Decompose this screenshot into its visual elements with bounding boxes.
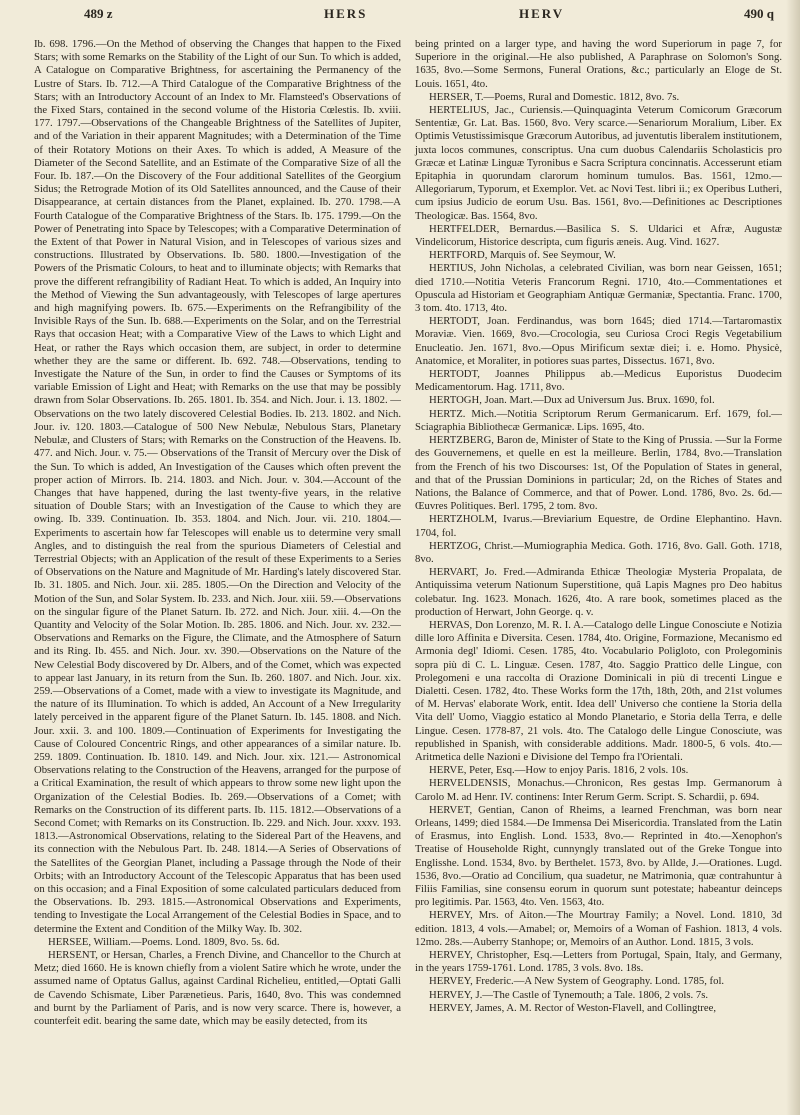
bibliography-entry: HERVEY, Frederic.—A New System of Geography. Lond. 1785, fol. [429, 975, 725, 988]
bibliography-entry: HERTZ. Mich.—Notitia Scriptorum Rerum Germanicarum. Erf. 1679, fol.—Sciagraphia Bibliothecæ Germanicæ. Lips. 1695, 4to. [415, 407, 782, 433]
bibliography-entry: Ib. 698. 1796.—On the Method of observing the Changes that happen to the Fixed Stars; with some Remarks on the Stability of the Light of our Sun. To which is added, A Catalogue on Comparative Brightness, for ascertaining the Permanency of the Lustre of Stars. Ib. 712.—A Third Catalogue of the Comparative Brightness of the Stars; with an Introductory Account of an Index to Mr. Flamsteed's Observations of the Fixed Stars, contained in the second volume of the Historia Cœlestis. Ib. xviii. 177. 1797.—Observations of the Changeable Brightness of the Satellites of Jupiter, and of the Variation in their apparent Magnitudes; with a Determination of the Time of their Rotatory Motions on their Axes. To which is added, A Measure of the Diameter of the Second Satellite, and an Estimate of the Comparative Size of all the Four. Ib. 187.—On the Discovery of the Four additional Satellites of the Georgium Sidus; the Retrograde Motion of its Old Satellites announced, and the Cause of their Disappearance, at certain distances from the Planet, explained. Ib. 270. 1798.—A Fourth Catalogue of the Comparative Brightness of the Stars. Ib. 175. 1799.—On the Power of Penetrating into Space by Telescopes; with a Comparative Determination of the Extent of that Power in Natural Vision, and in Telescopes of various sizes and constructions. Illustrated by Observations. Ib. 580. 1800.—Investigation of the Powers of the Prismatic Colours, to heat and to illuminate objects; with Remarks that prove the different refrangibility of Radiant Heat. To which is added, An Inquiry into the Method of Viewing the Sun advantageously, with Telescopes of large apertures and high magnifying powers. Ib. 675.—Experiments on the Refrangibility of the Invisible Rays of the Sun. Ib. 688.—Experiments on the Solar, and on the Terrestrial Rays that occasion Heat; with a Comparative View of the Laws to which Light and Heat, or rather the Rays which occasion them, are subject, in order to determine whether they are the same or different. Ib. 692. 748.—Observations, tending to Investigate the Nature of the Sun, in order to find the Causes or Symptoms of its variable Emission of Light and Heat; with Remarks on the use that may be possibly drawn from Solar Observations. Ib. 265. 1801. Ib. 354. and Nich. Jour. i. 13. 1802. —Observations on the two lately discovered Celestial Bodies. Ib. 213. 1802. and Nich. Jour. iv. 120. 1803.—Catalogue of 500 New Nebulæ, Nebulous Stars, Planetary Nebulæ, and Clusters of Stars; with Remarks on the Construction of the Heavens. Ib. 477. and Nich. Jour. v. 75.— Observations of the Transit of Mercury over the Disk of the Sun. To which is added, An Investigation of the Causes which often prevent the proper action of Mirrors. Ib. 214. 1803. and Nich. Jour. v. 304.—Account of the Changes that have happened, during the last twenty-five years, in the relative situation of Double Stars; with an Investigation of the Cause to which they are owing. Ib. 339. Continuation. Ib. 353. 1804. and Nich. Jour. vii. 210. 1804.—Experiments to ascertain how far Telescopes will enable us to determine very small Angles, and to distinguish the real from the spurious Diameters of Celestial and Terrestrial Objects; with an Application of the result of these Experiments to a Series of Observations on the Nature and Magnitude of Mr. Harding's lately discovered Star. Ib. 31. 1805. and Nich. Jour. xii. 285. 1805.—On the Direction and Velocity of the Motion of the Sun, and Solar System. Ib. 233. and Nich. Jour. xiii. 59.—Observations on the singular figure of the Planet Saturn. Ib. 272. and Nich. Jour. xiii. 4.—On the Quantity and Velocity of the Solar Motion. Ib. 285. 1806. and Nich. Jour. xv. 232.—Observations and Remarks on the Figure, the Climate, and the Atmosphere of Saturn and its Ring. Ib. 455. and Nich. Jour. xv. 390.—Observations on the Nature of the New Celestial Body discovered by Dr. Albers, and of the Comet, which was expected to appear last January, in its return from the Sun. Ib. 260. 1807. and Nich. Jour. xix. 259.—Observations of a Comet, made with a view to investigate its Magnitude, and the nature of its Illumination. To which is added, An Account of a New Irregularity lately perceived in the apparent figure of the Planet Saturn. Ib. 145. 1808. and Nich. Jour. xxii. 3. and 100. 1809.—Continuation of Experiments for Investigating the Cause of Coloured Concentric Rings, and other appearances of a similar nature. Ib. 259. 1809. Continuation. Ib. 1810. 149. and Nich. Jour. xix. 121.— Astronomical Observations relating to the Construction of the Heavens, arranged for the purpose of a Critical Examination, the result of which appears to throw some new light upon the Organization of the Celestial Bodies. Ib. 269.—Observations of a Comet; with Remarks on the Construction of its different parts. Ib. 115. 1812.—Observations of a Second Comet; with Remarks on its Construction. Ib. 229. and Nich. Jour. xxxv. 193. 1813.—Astronomical Observations, relating to the Sidereal Part of the Heavens, and its connection with the Nebulous Part. Ib. 248. 1814.—A Series of Observations of the Satellites of the Georgian Planet, including a Passage through the Node of their Orbits; with an Introductory Account of the Telescopic Apparatus that has been used on this occasion; and a Final Exposition of some calculated particulars deduced from the Observations. Ib. 293. 1815.—Astronomical Observations and Experiments, tending to Investigate the Local Arrangement of the Celestial Bodies in Space, and to determine the Extent and Condition of the Milky Way. Ib. 302. [34, 38, 401, 935]
bibliography-entry: HERVEY, Christopher, Esq.—Letters from Portugal, Spain, Italy, and Germany, in the years 1759-1761. Lond. 1785, 3 vols. 8vo. 18s. [415, 949, 782, 975]
bibliography-entry: HERTFORD, Marquis of. See Seymour, W. [429, 249, 616, 262]
page-number-left: 489 z [84, 6, 113, 21]
bibliography-entry: HERTIUS, John Nicholas, a celebrated Civilian, was born near Geissen, 1651; died 1710.—Notitia Veteris Francorum Regni. 1710, 4to.—Commentationes et Opuscula ad Historiam et Geographiam Antiquæ Germaniæ, Spectantia. Franc. 1700, 3 tom. 4to. 1713, 4to. [415, 262, 782, 315]
bibliography-entry: HERVELDENSIS, Monachus.—Chronicon, Res gestas Imp. Germanorum à Carolo M. ad Henr. IV. continens: Inter Rerum Germ. Script. S. Schardii, p. 694. [415, 777, 782, 803]
bibliography-entry: HERVART, Jo. Fred.—Admiranda Ethicæ Theologiæ Mysteria Propalata, de Antiquissima veterum Nationum Superstitione, quâ Lapis Magnes pro Deo habitus colebatur. Ing. 1623. Monach. 1626, 4to. A rare book, sometimes placed as the production of Herwart, John George. q. v. [415, 566, 782, 618]
bibliography-entry: HERTZHOLM, Ivarus.—Breviarium Equestre, de Ordine Elephantino. Havn. 1704, fol. [415, 513, 782, 539]
bibliography-entry: HERTOGH, Joan. Mart.—Dux ad Universum Jus. Brux. 1690, fol. [429, 394, 715, 407]
bibliography-entry: being printed on a larger type, and having the word Superiorum in page 7, for Superiore in the original.—He also published, A Paraphrase on Solomon's Song. 1635, 8vo.—Some Sermons, Funeral Orations, &c.; particularly an Eloge de St. Louis. 1651, 4to. [415, 38, 782, 90]
right-column [415, 38, 782, 1028]
text-columns [34, 38, 782, 1028]
running-headword-right: HERV [519, 6, 565, 21]
running-headword-left: HERS [324, 6, 368, 21]
bibliography-entry: HERTZOG, Christ.—Mumiographia Medica. Goth. 1716, 8vo. Gall. Goth. 1718, 8vo. [415, 539, 782, 565]
bibliography-entry: HERVEY, James, A. M. Rector of Weston-Flavell, and Collingtree, [429, 1001, 717, 1014]
bibliography-entry: HERVET, Gentian, Canon of Rheims, a learned Frenchman, was born near Orleans, 1499; died 1584.—De Immensa Dei Misericordia. Translated from the Latin of Erasmus, into English. Lond. 1533, 8vo.— Reprinted in 4to.—Xenophon's Treatise of Householde Right, cunnyngly translated out of the Greke Tongue into Englisshe. Lond. 1534, 8vo. by Berthelet. 1573, 8vo. by Allde, J.—Orationes. Lugd. 1536, 8vo.—Oratio ad Concilium, qua suadetur, ne Matrimonia, quæ contrahuntur à Filiis Familias, sine consensu eorum in quorum sunt potestate; habeantur deinceps pro legitimis. Par. 1563, 4to. Ven. 1563, 4to. [415, 803, 782, 909]
bibliography-entry: HERVAS, Don Lorenzo, M. R. I. A.—Catalogo delle Lingue Conosciute e Notizia dille loro Affinita e Diversita. Cesen. 1784, 4to. Origine, Formazione, Mecanismo ed Armonia degl' Idiomi. Cesen. 1785, 4to. Vocabulario Poligloto, con Prolegominis sopra più di C. L. Linguæ. Cesen. 1787, 4to. Saggio Prattico delle Lingue, con Prolegomeni e una raccolta di Orazione Dominicali in più di trecenti Lingue e Dialetti. Cesen. 1782, 4to. These Works form the 17th, 18th, 20th, and 21st volumes of M. Hervas' elaborate Work, entit. Idea dell' Universo che contiene la Storia della Vita dell' Uomo, Viaggio estatico al Mondo Planetario, e Storia della Terra, e delle Lingue. Cesen. 1778-87, 21 vols. 4to. The Catalogo delle Lingue Conosciute, was republished in Spanish, with considerable additions. Madr. 1800-5, 6 vols. 4to.—Aritmetica delle Nazioni e Divisione del Tempo fra l'Orientali. [415, 618, 782, 763]
bibliography-entry: HERSENT, or Hersan, Charles, a French Divine, and Chancellor to the Church at Metz; died 1660. He is known chiefly from a violent Satire which he wrote, under the assumed name of Optatus Gallus, against Cardinal Richelieu, entitled,—Optati Galli de Cavendo Schismate, Liber Parænetieus. Paris, 1640, 8vo. This was condemned and burnt by the Parliament of Paris, and is now very scarce. There is, however, a counterfeit edit. bearing the same date, which may be easily detected, from its [34, 949, 401, 1028]
left-column [34, 38, 401, 1028]
bibliography-entry: HERTZBERG, Baron de, Minister of State to the King of Prussia. —Sur la Forme des Gouvernemens, et quelle en est la meilleure. Berlin, 1784, 8vo.—Translation from the French of his two Discourses: 1st, Of the Population of States in general, and that of the Prussian Dominions in particular; 2d, on the Riches of States and Nations, the Balance of Commerce, and that of Power. Lond. 1786, 8vo. 2s. 6d.—Œuvres Politiques. Berl. 1795, 2 tom. 8vo. [415, 434, 782, 513]
bibliography-entry: HERSEE, William.—Poems. Lond. 1809, 8vo. 5s. 6d. [48, 935, 280, 948]
bibliography-entry: HERTELIUS, Jac., Curiensis.—Quinquaginta Veterum Comicorum Græcorum Sententiæ, Gr. Lat. Bas. 1560, 8vo. Very scarce.—Senariorum Moralium, Liber. Ex Optimis Vetustissimisque Græcorum Autoribus, ad juventutis liberalem institutionem, juxta locos communes, conscriptus. Una cum duobus Calendariis Scholasticis pro Græcæ et Latinæ Linguæ Tyronibus e Sacra Scriptura concinnatis. Accesserunt etiam Epitaphia in quorundam clarorum hominum tumulos. Bas. 1561, 12mo.—Allegoriarum, Typorum, et Exemplor. Vet. ac Novi Test. libri ii.; ex Operibus Lutheri, cum ipsius Judicio de eorum Usu. Bas. 1561, 8vo.—Definitiones ac Descriptiones Theologicæ. Bas. 1564, 8vo. [415, 104, 783, 222]
bibliography-entry: HERVEY, J.—The Castle of Tynemouth; a Tale. 1806, 2 vols. 7s. [429, 988, 709, 1001]
bibliography-entry: HERTFELDER, Bernardus.—Basilica S. S. Uldarici et Afræ, Augustæ Vindelicorum, Historice descripta, cum figuris æneis. Aug. Vind. 1627. [415, 222, 782, 249]
bibliography-entry: HERSER, T.—Poems, Rural and Domestic. 1812, 8vo. 7s. [429, 90, 680, 103]
bibliography-entry: HERTODT, Joan. Ferdinandus, was born 1645; died 1714.—Tartaromastix Moraviæ. Vien. 1669, 8vo.—Crocologia, seu Curiosa Croci Regis Vegetabilium Enucleatio. Jen. 1671, 8vo.—Opus Mirificum sextæ diei; i. e. Homo. Physicè, Anatomice, et Moraliter, in potiores suas partes, Dissectus. 1671, 8vo. [415, 315, 782, 367]
page-number-right: 490 q [744, 6, 774, 21]
bibliography-entry: HERTODT, Joannes Philippus ab.—Medicus Euporistus Duodecim Medicamentorum. Hag. 1711, 8vo. [415, 368, 782, 394]
bibliography-entry: HERVEY, Mrs. of Aiton.—The Mourtray Family; a Novel. Lond. 1810, 3d edition. 1813, 4 vols.—Amabel; or, Memoirs of a Woman of Fashion. 1813, 4 vols. 12mo. 28s.—Auberry Stanhope; or, Memoirs of an Author. Lond. 1815, 3 vols. [415, 909, 782, 948]
bibliography-entry: HERVE, Peter, Esq.—How to enjoy Paris. 1816, 2 vols. 10s. [429, 764, 689, 777]
running-header [34, 0, 782, 24]
